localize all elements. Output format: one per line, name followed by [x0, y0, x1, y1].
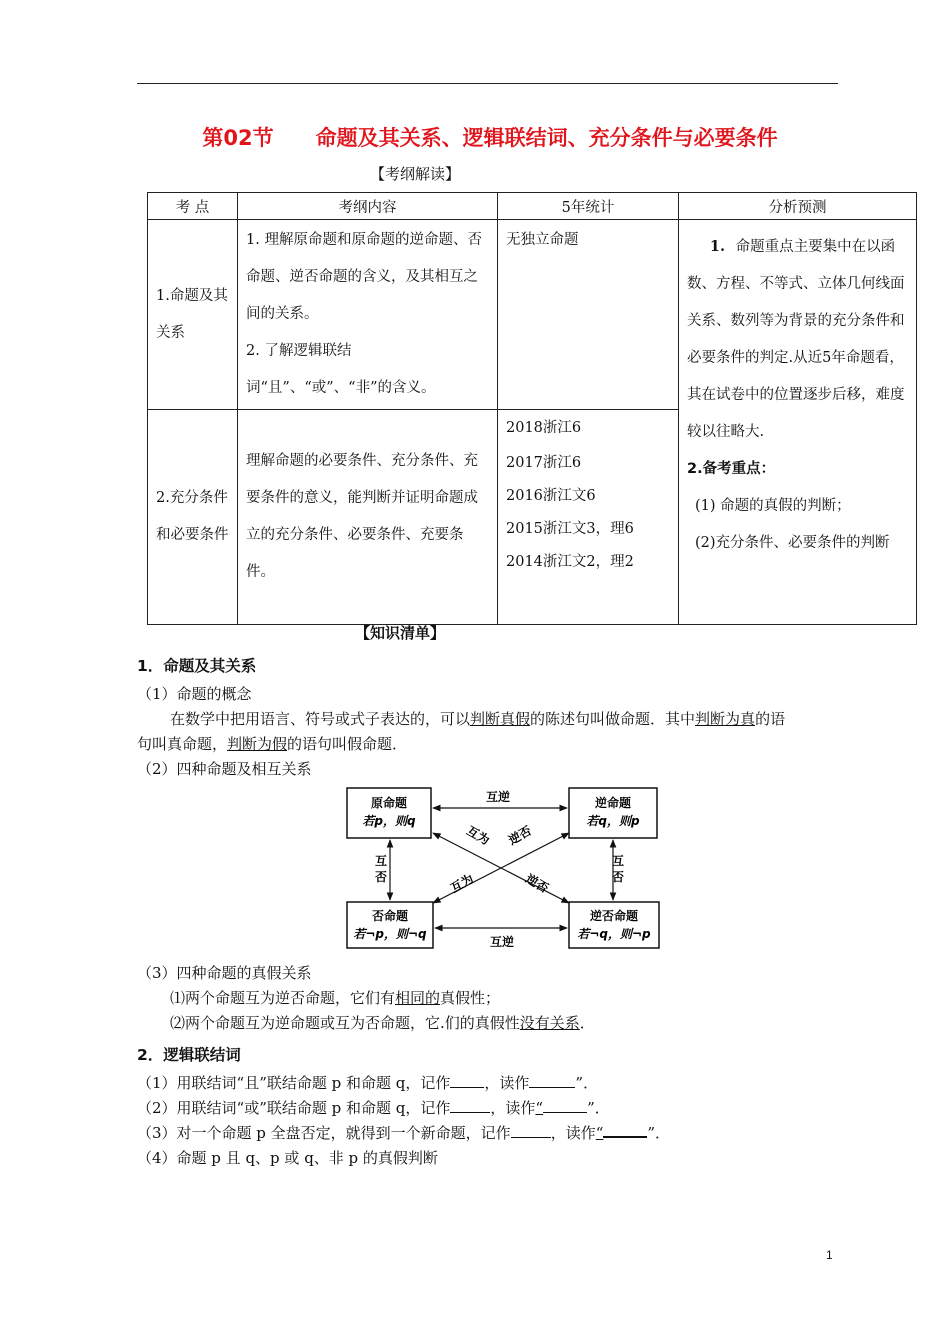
connective-line-1	[137, 1071, 598, 1095]
connective-3-c: “	[595, 1124, 604, 1142]
header-point: 考 点	[148, 193, 238, 220]
label-right-2: 否	[611, 870, 625, 884]
knowledge-heading: 【知识清单】	[355, 624, 446, 642]
label-bottom: 互逆	[489, 935, 515, 949]
concept-text-c: 的语	[755, 710, 786, 728]
row1-point-cell	[148, 220, 238, 410]
four-propositions-diagram	[340, 783, 665, 953]
analysis-item-1: (1) 命题的真假的判断；	[695, 498, 851, 514]
row2-point-cell	[148, 410, 238, 625]
row2-stat-1: 2018浙江6	[506, 420, 582, 436]
blank-3	[450, 1098, 490, 1113]
connective-2-a: （2）用联结词“或”联结命题 p 和命题 q，记作	[137, 1099, 451, 1117]
page-number: 1	[826, 1248, 833, 1262]
row1-stat-cell	[498, 220, 679, 410]
box-inverse-title: 否命题	[371, 909, 409, 923]
row2-stat-2: 2017浙江6	[506, 455, 582, 471]
analysis-item-2: (2)充分条件、必要条件的判断	[695, 535, 890, 551]
analysis-p1: 命题重点主要集中在以函数、方程、不等式、立体几何线面关系、数列等为背景的充分条件和必要条件的判定.从近5年命题看，其在试卷中的位置逐步后移，难度较以往略大.	[687, 239, 905, 440]
header-analysis: 分析预测	[679, 193, 917, 220]
concept-underline-1: 判断真假	[470, 710, 531, 728]
label-diag1-b: 逆否	[523, 871, 551, 896]
connective-2-c: “	[535, 1099, 544, 1117]
section-2-heading: 2．逻辑联结词	[137, 1046, 241, 1064]
label-diag1-a: 互为	[464, 823, 492, 848]
truth-relation-1-underline: 相同的	[395, 989, 441, 1007]
row2-stat-cell	[498, 410, 679, 625]
truth-relation-2	[170, 1011, 595, 1035]
label-left-1: 互	[374, 854, 388, 868]
row1-content-cell	[238, 220, 498, 410]
blank-2	[529, 1073, 575, 1088]
label-left-2: 否	[374, 870, 388, 884]
table-header-row	[148, 193, 917, 220]
truth-relation-2-underline: 没有关系	[519, 1014, 580, 1032]
row1-stat: 无独立命题	[506, 232, 579, 248]
box-contra-statement: 若¬q，则¬p	[577, 927, 651, 941]
concept-underline-3: 判断为假	[227, 735, 288, 753]
section-1-sub3: （3）四种命题的真假关系	[137, 964, 312, 982]
row1-content-1: 1. 理解原命题和原命题的逆命题、否命题、逆否命题的含义，及其相互之间的关系。	[246, 232, 482, 322]
box-converse-statement: 若q，则p	[586, 814, 640, 828]
box-converse-title: 逆命题	[594, 796, 632, 810]
truth-relation-1-a: ⑴两个命题互为逆否命题，它们有	[170, 989, 396, 1007]
row2-stat-3: 2016浙江文6	[506, 488, 596, 504]
header-content: 考纲内容	[238, 193, 498, 220]
row2-stat-4: 2015浙江文3，理6	[506, 521, 634, 537]
row1-content-2: 2. 了解逻辑联结词“且”、“或”、“非”的含义。	[246, 343, 436, 396]
concept-text-b: 的陈述句叫做命题．其中	[530, 710, 696, 728]
connective-2-b: ，读作	[490, 1099, 536, 1117]
row2-point: 2.充分条件和必要条件	[156, 490, 229, 543]
blank-5	[511, 1123, 551, 1138]
connective-3-b: ，读作	[550, 1124, 596, 1142]
connective-line-2	[137, 1096, 610, 1120]
row2-content: 理解命题的必要条件、充分条件、充要条件的意义，能判断并证明命题成立的充分条件、必要条件、充要条件。	[246, 453, 478, 580]
connective-line-4: （4）命题 p 且 q、p 或 q、非 p 的真假判断	[137, 1149, 438, 1167]
outline-heading: 【考纲解读】	[370, 165, 461, 183]
connective-line-3	[137, 1121, 670, 1145]
box-original-statement: 若p，则q	[362, 814, 416, 828]
connective-1-a: （1）用联结词“且”联结命题 p 和命题 q，记作	[137, 1074, 451, 1092]
label-diag2-b: 逆否	[506, 823, 534, 848]
concept-underline-2: 判断为真	[695, 710, 756, 728]
blank-1	[450, 1073, 484, 1088]
label-right-1: 互	[611, 854, 625, 868]
truth-relation-1-b: 真假性；	[440, 989, 501, 1007]
connective-3-d: ”．	[647, 1124, 671, 1142]
blank-4	[543, 1098, 587, 1113]
table-row	[148, 220, 917, 410]
header-stats: 5年统计	[498, 193, 679, 220]
concept-text-a: 在数学中把用语言、符号或式子表达的，可以	[170, 710, 471, 728]
connective-2-d: ”．	[587, 1099, 610, 1117]
analysis-text	[679, 220, 916, 570]
page-title: 第02节 命题及其关系、逻辑联结词、充分条件与必要条件	[202, 126, 778, 150]
truth-relation-2-a: ⑵两个命题互为逆命题或互为否命题，它.们的真假性	[170, 1014, 520, 1032]
box-inverse-statement: 若¬p，则¬q	[353, 927, 427, 941]
box-original-title: 原命题	[370, 796, 408, 810]
section-1-sub2: （2）四种命题及相互关系	[137, 760, 312, 778]
analysis-cell	[679, 220, 917, 625]
section-1-sub1: （1）命题的概念	[137, 685, 252, 703]
truth-relation-1	[170, 986, 500, 1010]
label-diag2-a: 互为	[448, 871, 476, 896]
truth-relation-2-b: ．	[579, 1014, 595, 1032]
row1-point: 1.命题及其关系	[156, 287, 228, 341]
header-rule	[137, 83, 838, 84]
connective-1-b: ，读作	[484, 1074, 530, 1092]
connective-1-c: ”．	[575, 1074, 599, 1092]
box-contra-title: 逆否命题	[589, 909, 639, 923]
label-top: 互逆	[485, 790, 511, 804]
concept-text-e: 的语句叫假命题．	[287, 735, 408, 753]
outline-table	[147, 192, 917, 625]
analysis-p2-heading: 2.备考重点：	[687, 461, 776, 477]
concept-line-1	[170, 707, 850, 731]
analysis-p1-num: 1.	[709, 238, 725, 255]
blank-6	[603, 1122, 647, 1138]
concept-line-2	[137, 732, 407, 756]
concept-text-d: 句叫真命题，	[137, 735, 228, 753]
row2-content-cell	[238, 410, 498, 625]
section-1-heading: 1．命题及其关系	[137, 657, 257, 675]
row2-stat-5: 2014浙江文2，理2	[506, 554, 634, 570]
connective-3-a: （3）对一个命题 p 全盘否定，就得到一个新命题，记作	[137, 1124, 511, 1142]
